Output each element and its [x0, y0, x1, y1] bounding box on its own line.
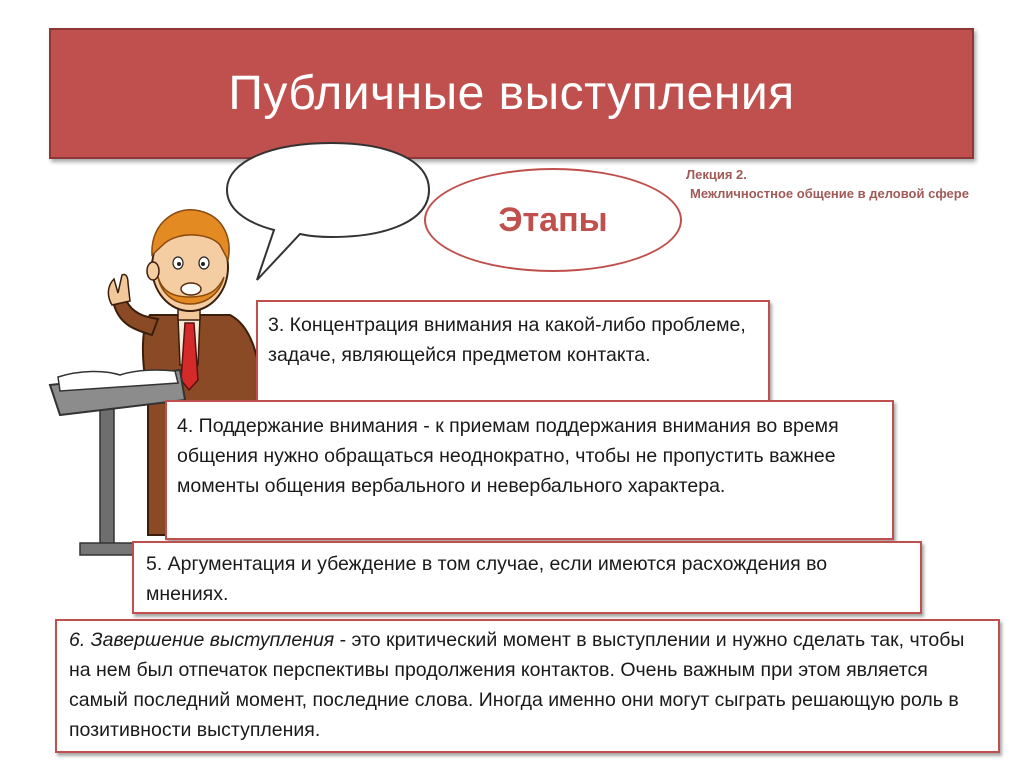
step-5-text: 5. Аргументация и убеждение в том случае, если имеются расхождения во мнениях. [146, 553, 828, 605]
step-3-text: 3. Концентрация внимания на какой-либо проблеме, задаче, являющейся предметом контакта. [268, 314, 746, 366]
lecture-number: Лекция 2. [686, 167, 747, 182]
step-4-text: 4. Поддержание внимания - к приемам поддержания внимания во время общения нужно обращаться неоднократно, чтобы не пропустить важнее моменты общения вербального и невербального характера. [177, 415, 839, 497]
step-6-title: 6. Завершение выступления [69, 629, 335, 651]
step-6-text: - это критический момент в выступлении и нужно сделать так, чтобы на нем был отпечаток перспективы продолжения контактов. Очень важным при этом является самый последний момент, последние слова. Иногда именно они могут сыграть решающую роль в позитивности выступления. [69, 629, 965, 741]
title-banner [49, 28, 974, 159]
step-3-box [256, 300, 770, 408]
stages-label: Этапы [498, 200, 608, 239]
stages-ellipse [424, 168, 682, 272]
step-5-box [132, 541, 922, 614]
lecture-topic: Межличностное общение в деловой сфере [690, 186, 969, 201]
page-title: Публичные выступления [228, 67, 795, 120]
step-6-box [55, 619, 1000, 753]
lecture-caption [686, 165, 969, 203]
step-4-box [165, 400, 894, 540]
